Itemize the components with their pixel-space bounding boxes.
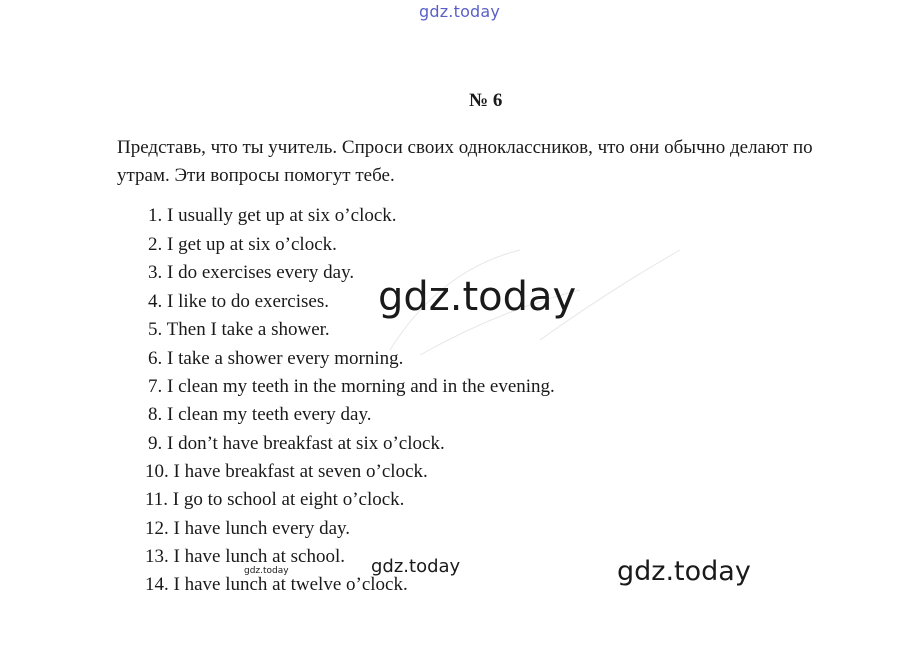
sentence-item: 14. I have lunch at twelve o’clock.: [145, 574, 408, 595]
sentence-item: 3. I do exercises every day.: [148, 262, 355, 283]
sentence-item: 4. I like to do exercises.: [148, 291, 329, 312]
watermark-tiny: gdz.today: [244, 566, 289, 576]
watermark-top: gdz.today: [419, 2, 501, 21]
sentence-item: 13. I have lunch at school.: [145, 546, 345, 567]
sentence-item: 7. I clean my teeth in the morning and in the evening.: [148, 376, 555, 397]
sentence-item: 10. I have breakfast at seven o’clock.: [145, 461, 428, 482]
task-instruction: Представь, что ты учитель. Спроси своих одноклассников, что они обычно делают по утрам. Эти вопросы помогут тебе.: [117, 137, 813, 186]
task-number: № 6: [469, 90, 503, 111]
sentence-item: 8. I clean my teeth every day.: [148, 404, 372, 425]
sentence-item: 9. I don’t have breakfast at six o’clock.: [148, 433, 445, 454]
sentence-item: 1. I usually get up at six o’clock.: [148, 205, 397, 226]
sentence-item: 5. Then I take a shower.: [148, 319, 330, 340]
sentence-item: 11. I go to school at eight o’clock.: [145, 489, 405, 510]
watermark-small: gdz.today: [371, 556, 461, 577]
sentence-item: 6. I take a shower every morning.: [148, 348, 404, 369]
watermark-right: gdz.today: [617, 556, 751, 587]
sentence-item: 12. I have lunch every day.: [145, 518, 351, 539]
watermark-center: gdz.today: [378, 274, 577, 320]
sentence-item: 2. I get up at six o’clock.: [148, 234, 337, 255]
